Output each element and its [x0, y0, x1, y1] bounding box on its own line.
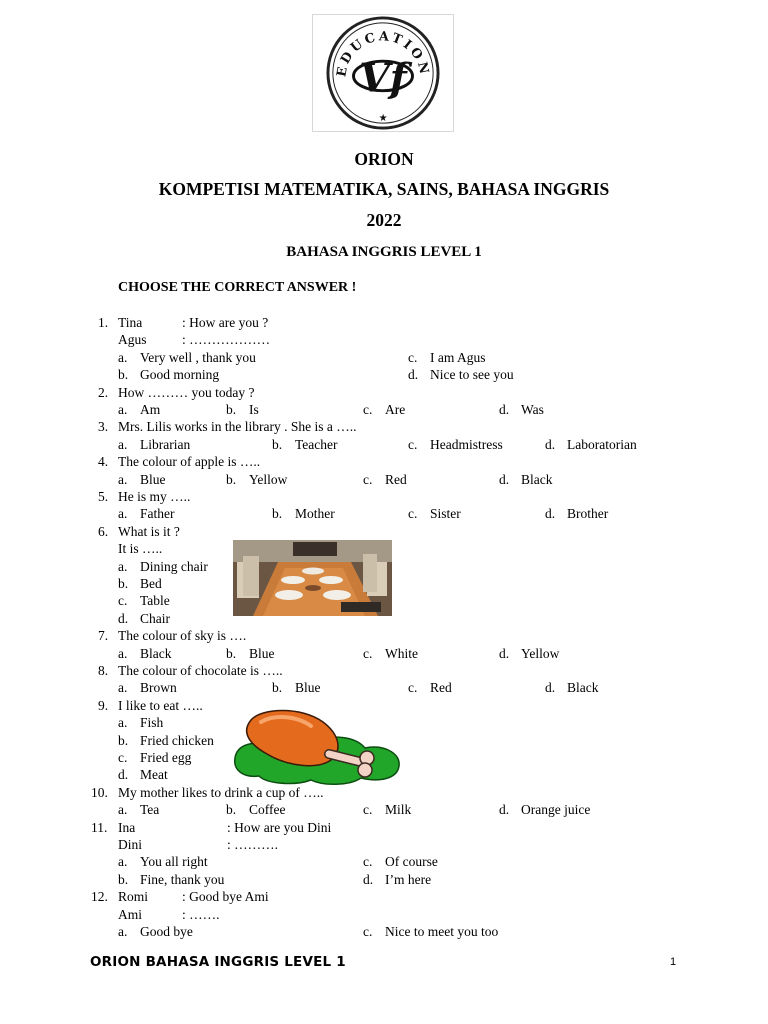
row-text: Good bye [140, 924, 193, 939]
question-row [0, 837, 768, 854]
row-text: Librarian [140, 436, 191, 452]
logo-arc-text: EDUCATION [334, 29, 432, 79]
question-row [0, 350, 768, 367]
competition-year: 2022 [366, 210, 402, 230]
row-text: Brown [140, 680, 177, 696]
question-row [0, 437, 768, 454]
row-text: 11. [91, 819, 108, 835]
row-text: b. [226, 645, 237, 661]
row-text: d. [499, 471, 510, 487]
row-text: a. [118, 436, 128, 452]
row-text: The colour of sky is …. [118, 628, 247, 644]
row-text: b. [118, 576, 129, 591]
row-text: The colour of chocolate is ….. [118, 663, 283, 678]
row-text: Is [249, 402, 259, 417]
question-row [0, 367, 768, 384]
row-text: b. [226, 471, 237, 487]
row-text: : ……. [182, 906, 220, 922]
row-text: Ami [118, 906, 143, 922]
row-text: Chair [140, 610, 170, 626]
row-text: Tea [140, 802, 160, 818]
row-text: Black [140, 645, 172, 661]
row-text: I am Agus [430, 349, 486, 365]
row-text: 2. [98, 384, 109, 400]
row-text: d. [499, 802, 510, 818]
row-text: a. [118, 558, 128, 574]
row-text: a. [118, 924, 128, 939]
row-text: a. [118, 471, 128, 487]
row-text: 7. [98, 628, 109, 644]
row-text: Yellow [249, 471, 288, 487]
row-text: c. [408, 349, 418, 365]
question-row [0, 506, 768, 523]
row-text: c. [363, 645, 373, 661]
row-text: c. [408, 680, 418, 696]
row-text: b. [272, 506, 283, 522]
row-text: Red [385, 471, 407, 487]
row-text: My mother likes to drink a cup of ….. [118, 784, 324, 800]
question-row [0, 680, 768, 697]
row-text: c. [408, 436, 418, 452]
row-text: Blue [140, 471, 166, 487]
row-text: Coffee [249, 802, 286, 818]
question-row [0, 524, 768, 541]
row-text: c. [363, 924, 373, 939]
row-text: d. [545, 506, 556, 522]
question-row [0, 315, 768, 332]
row-text: Fine, thank you [140, 871, 225, 887]
question-row [0, 419, 768, 436]
row-text: d. [118, 610, 129, 626]
row-text: It is ….. [118, 541, 163, 557]
row-text: Black [521, 471, 553, 487]
row-text: You all right [140, 854, 208, 870]
row-text: Nice to see you [430, 367, 514, 383]
row-text: Fried egg [140, 750, 192, 765]
drumstick-icon [231, 706, 403, 786]
question-row [0, 472, 768, 489]
row-text: Headmistress [430, 436, 503, 452]
row-text: 12. [91, 889, 108, 905]
row-text: Laboratorian [567, 436, 637, 452]
row-text: a. [118, 349, 128, 365]
row-text: 5. [98, 489, 109, 504]
question-row [0, 802, 768, 819]
row-text: c. [118, 750, 128, 765]
row-text: a. [118, 802, 128, 818]
fried-chicken-clipart [231, 706, 403, 786]
question-row [0, 924, 768, 941]
row-text: 8. [98, 663, 109, 678]
question-row [0, 820, 768, 837]
row-text: 6. [98, 523, 109, 539]
page-title: ORION [354, 149, 414, 169]
row-text: d. [545, 436, 556, 452]
row-text: He is my ….. [118, 489, 191, 504]
row-text: Of course [385, 854, 438, 870]
logo-monogram: Vf [359, 55, 407, 102]
row-text: d. [545, 680, 556, 696]
competition-subtitle: KOMPETISI MATEMATIKA, SAINS, BAHASA INGGRIS [158, 179, 610, 199]
row-text: What is it ? [118, 523, 180, 539]
row-text: Mother [295, 506, 335, 522]
row-text: c. [408, 506, 418, 522]
question-row [0, 385, 768, 402]
footer-title: ORION BAHASA INGGRIS LEVEL 1 [90, 954, 346, 970]
row-text: d. [499, 645, 510, 661]
row-text: Fish [140, 715, 164, 731]
logo-emblem-icon [313, 15, 453, 131]
row-text: Sister [430, 506, 461, 522]
question-row [0, 663, 768, 680]
row-text: Brother [567, 506, 609, 522]
row-text: Father [140, 506, 175, 522]
row-text: 3. [98, 419, 109, 435]
row-text: a. [118, 506, 128, 522]
row-text: d. [408, 367, 419, 383]
row-text: c. [363, 402, 373, 417]
row-text: Tina [118, 315, 143, 330]
row-text: Red [430, 680, 452, 696]
question-row [0, 489, 768, 506]
row-text: c. [363, 802, 373, 818]
row-text: b. [118, 732, 129, 748]
question-row [0, 454, 768, 471]
row-text: How ……… you today ? [118, 384, 255, 400]
row-text: Mrs. Lilis works in the library . She is a ….. [118, 419, 357, 435]
row-text: Black [567, 680, 599, 696]
row-text: : ………. [227, 837, 279, 852]
dining-table-photo [233, 540, 392, 616]
row-text: b. [118, 871, 129, 887]
row-text: : ……………… [182, 332, 271, 348]
row-text: Nice to meet you too [385, 924, 499, 939]
row-text: Ina [118, 819, 136, 835]
question-row [0, 646, 768, 663]
row-text: Bed [140, 576, 162, 591]
row-text: d. [499, 402, 510, 417]
row-text: Yellow [521, 645, 560, 661]
page-number: 1 [670, 956, 677, 968]
row-text: d. [363, 871, 374, 887]
row-text: 10. [91, 784, 108, 800]
svg-text:★: ★ [378, 113, 388, 125]
row-text: White [385, 645, 418, 661]
row-text: Am [140, 402, 161, 417]
row-text: 4. [98, 454, 109, 470]
row-text: a. [118, 645, 128, 661]
row-text: Was [521, 402, 544, 417]
question-row [0, 889, 768, 906]
row-text: b. [118, 367, 129, 383]
question-row [0, 402, 768, 419]
row-text: c. [363, 471, 373, 487]
row-text: The colour of apple is ….. [118, 454, 261, 470]
row-text: Very well , thank you [140, 349, 256, 365]
row-text: a. [118, 402, 128, 417]
level-heading: BAHASA INGGRIS LEVEL 1 [286, 244, 482, 260]
row-text: Dining chair [140, 558, 208, 574]
row-text: Meat [140, 767, 168, 783]
instruction-heading: CHOOSE THE CORRECT ANSWER ! [118, 280, 357, 295]
row-text: : How are you ? [182, 315, 269, 330]
row-text: Dini [118, 837, 143, 852]
row-text: I’m here [385, 871, 432, 887]
row-text: c. [118, 593, 128, 609]
row-text: a. [118, 854, 128, 870]
question-row [0, 332, 768, 349]
row-text: 9. [98, 697, 109, 713]
row-text: b. [272, 680, 283, 696]
row-text: b. [226, 802, 237, 818]
row-text: Are [385, 402, 406, 417]
row-text: Teacher [295, 436, 338, 452]
row-text: b. [226, 402, 237, 417]
row-text: Blue [295, 680, 321, 696]
question-row [0, 872, 768, 889]
row-text: Blue [249, 645, 275, 661]
row-text: Agus [118, 332, 147, 348]
row-text: Table [140, 593, 170, 609]
row-text: d. [118, 767, 129, 783]
row-text: a. [118, 680, 128, 696]
question-row [0, 907, 768, 924]
row-text: Fried chicken [140, 732, 214, 748]
row-text: 1. [98, 315, 109, 330]
row-text: Good morning [140, 367, 220, 383]
row-text: b. [272, 436, 283, 452]
row-text: Romi [118, 889, 149, 905]
row-text: c. [363, 854, 373, 870]
row-text: Orange juice [521, 802, 591, 818]
question-row [0, 854, 768, 871]
row-text: I like to eat ….. [118, 697, 203, 713]
row-text: Milk [385, 802, 412, 818]
question-row [0, 785, 768, 802]
row-text: a. [118, 715, 128, 731]
row-text: : Good bye Ami [182, 889, 269, 905]
dining-table-icon [233, 540, 392, 616]
question-row [0, 628, 768, 645]
row-text: : How are you Dini [227, 819, 332, 835]
education-logo [312, 14, 454, 132]
